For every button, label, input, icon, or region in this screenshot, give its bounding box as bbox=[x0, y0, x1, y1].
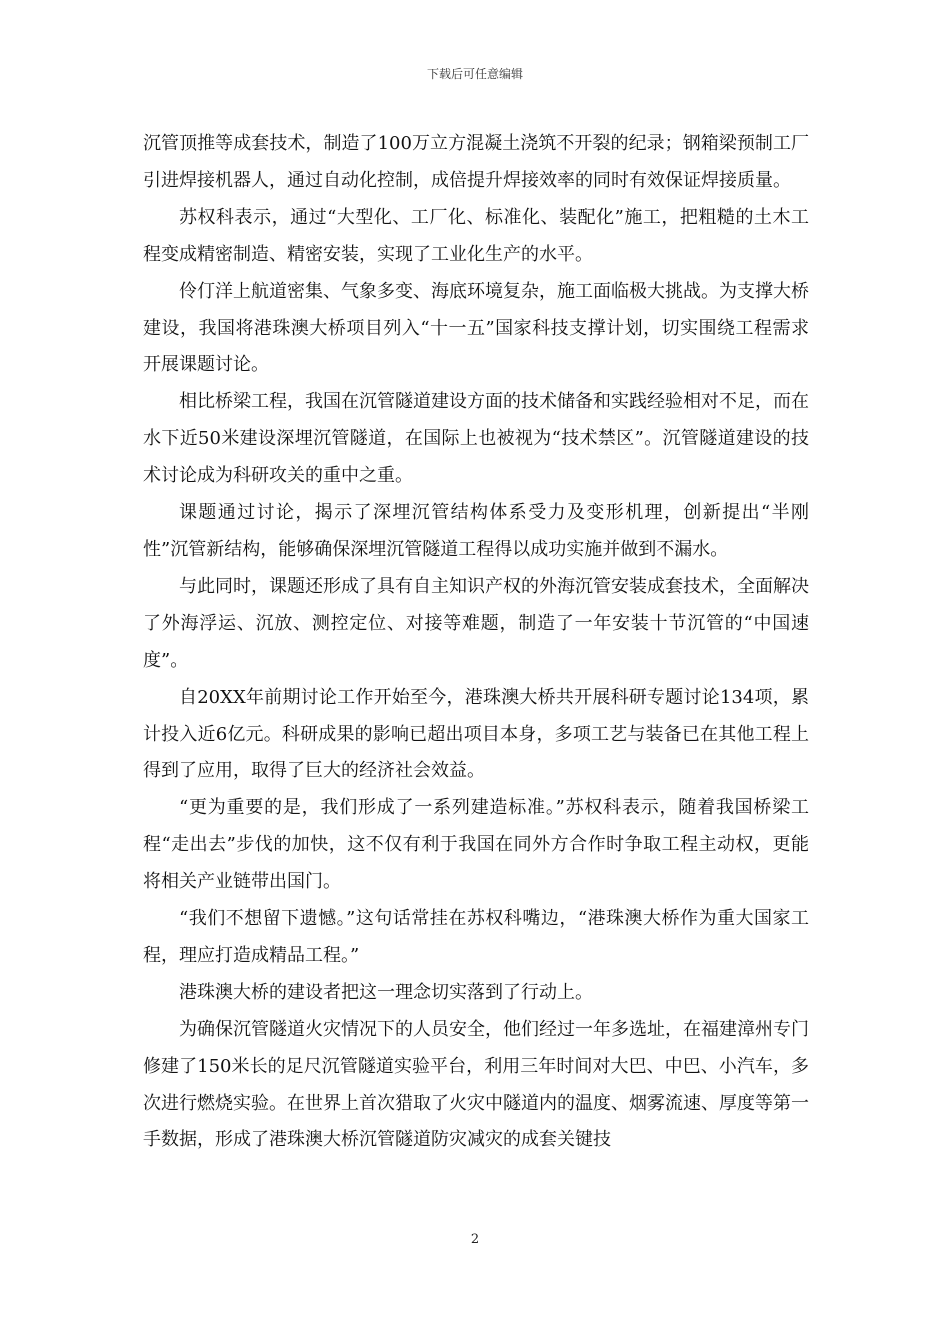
document-body bbox=[143, 126, 809, 1159]
paragraph-10: 港珠澳大桥的建设者把这一理念切实落到了行动上。 bbox=[179, 981, 593, 1003]
paragraph-3: 伶仃洋上航道密集、气象多变、海底环境复杂，施工面临极大挑战。为支撑大桥建设，我国将港珠澳大桥项目列入“十一五”国家科技支撑计划，切实围绕工程需求开展课题讨论。 bbox=[143, 280, 809, 376]
paragraph-5: 课题通过讨论，揭示了深埋沉管结构体系受力及变形机理，创新提出“半刚性”沉管新结构，能够确保深埋沉管隧道工程得以成功实施并做到不漏水。 bbox=[143, 502, 809, 560]
paragraph-8: “更为重要的是，我们形成了一系列建造标准。”苏权科表示，随着我国桥梁工程“走出去”步伐的加快，这不仅有利于我国在同外方合作时争取工程主动权，更能将相关产业链带出国门。 bbox=[143, 797, 809, 893]
page-header: 下载后可任意编辑 bbox=[426, 67, 523, 81]
paragraph-2: 苏权科表示，通过“大型化、工厂化、标准化、装配化”施工，把粗糙的土木工程变成精密制造、精密安装，实现了工业化生产的水平。 bbox=[143, 206, 809, 265]
paragraph-4: 相比桥梁工程，我国在沉管隧道建设方面的技术储备和实践经验相对不足，而在水下近50米建设深埋沉管隧道，在国际上也被视为“技术禁区”。沉管隧道建设的技术讨论成为科研攻关的重中之重。 bbox=[143, 391, 809, 487]
page-number: 2 bbox=[470, 1232, 480, 1247]
paragraph-1: 沉管顶推等成套技术，制造了100万立方混凝土浇筑不开裂的纪录；钢箱梁预制工厂引进焊接机器人，通过自动化控制，成倍提升焊接效率的同时有效保证焊接质量。 bbox=[143, 133, 809, 191]
paragraph-6: 与此同时，课题还形成了具有自主知识产权的外海沉管安装成套技术，全面解决了外海浮运、沉放、测控定位、对接等难题，制造了一年安装十节沉管的“中国速度”。 bbox=[143, 575, 809, 671]
paragraph-7: 自20XX年前期讨论工作开始至今，港珠澳大桥共开展科研专题讨论134项，累计投入近6亿元。科研成果的影响已超出项目本身，多项工艺与装备已在其他工程上得到了应用，取得了巨大的经济社会效益。 bbox=[143, 686, 809, 782]
paragraph-11: 为确保沉管隧道火灾情况下的人员安全，他们经过一年多选址，在福建漳州专门修建了150米长的足尺沉管隧道实验平台，利用三年时间对大巴、中巴、小汽车，多次进行燃烧实验。在世界上首次猎取了火灾中隧道内的温度、烟雾流速、厚度等第一手数据，形成了港珠澳大桥沉管隧道防灾减灾的成套关键技 bbox=[143, 1018, 809, 1151]
paragraph-9: “我们不想留下遗憾。”这句话常挂在苏权科嘴边，“港珠澳大桥作为重大国家工程，理应打造成精品工程。” bbox=[143, 908, 809, 966]
